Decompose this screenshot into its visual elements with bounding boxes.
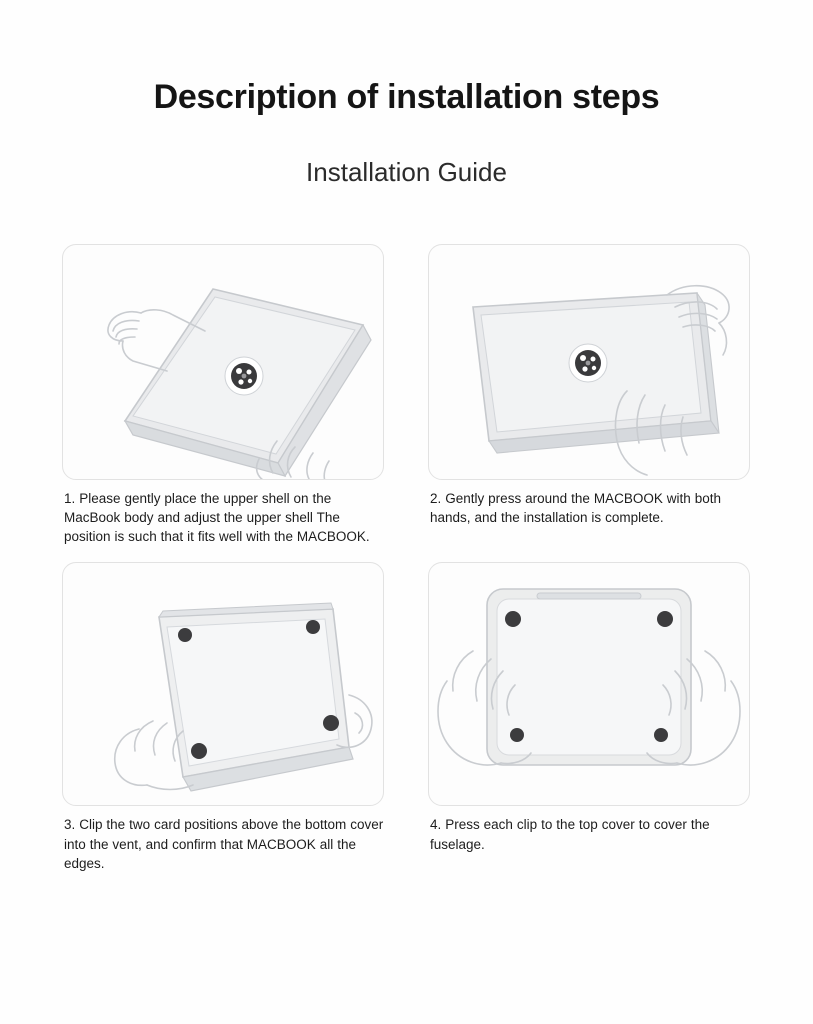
step-4-illustration (428, 562, 750, 806)
step-card-2 (428, 244, 752, 546)
clip-dot (654, 728, 668, 742)
clip-dot (323, 715, 339, 731)
grid-row-spacer (62, 552, 752, 562)
step-card-4 (428, 562, 752, 872)
hand-clipping-bottom-cover-into-vent-icon (63, 563, 383, 805)
clip-dot (191, 743, 207, 759)
clip-dot (306, 620, 320, 634)
page-subtitle: Installation Guide (306, 157, 507, 187)
step-4-caption: 4. Press each clip to the top cover to cover the fuselage. (430, 817, 710, 852)
step-1-caption: 1. Please gently place the upper shell on the MacBook body and adjust the upper shell The position is such that it fits well with the MACBOOK. (64, 491, 370, 545)
step-2-caption: 2. Gently press around the MACBOOK with both hands, and the installation is complete. (430, 491, 722, 526)
hands-pressing-around-macbook-icon (429, 245, 749, 479)
clip-dot (510, 728, 524, 742)
step-card-1 (62, 244, 386, 546)
clip-dot (505, 611, 521, 627)
step-3-caption: 3. Clip the two card positions above the bottom cover into the vent, and confirm that MACBOOK all the edges. (64, 817, 384, 871)
step-1-illustration (62, 244, 384, 480)
step-3-illustration (62, 562, 384, 806)
steps-grid (62, 244, 752, 879)
hands-placing-upper-shell-on-macbook-icon (63, 245, 383, 479)
hands-pressing-clips-on-bottom-cover-icon (429, 563, 749, 805)
clip-dot (657, 611, 673, 627)
step-2-illustration (428, 244, 750, 480)
clip-dot (178, 628, 192, 642)
page-title: Description of installation steps (153, 78, 660, 116)
step-card-3 (62, 562, 386, 872)
